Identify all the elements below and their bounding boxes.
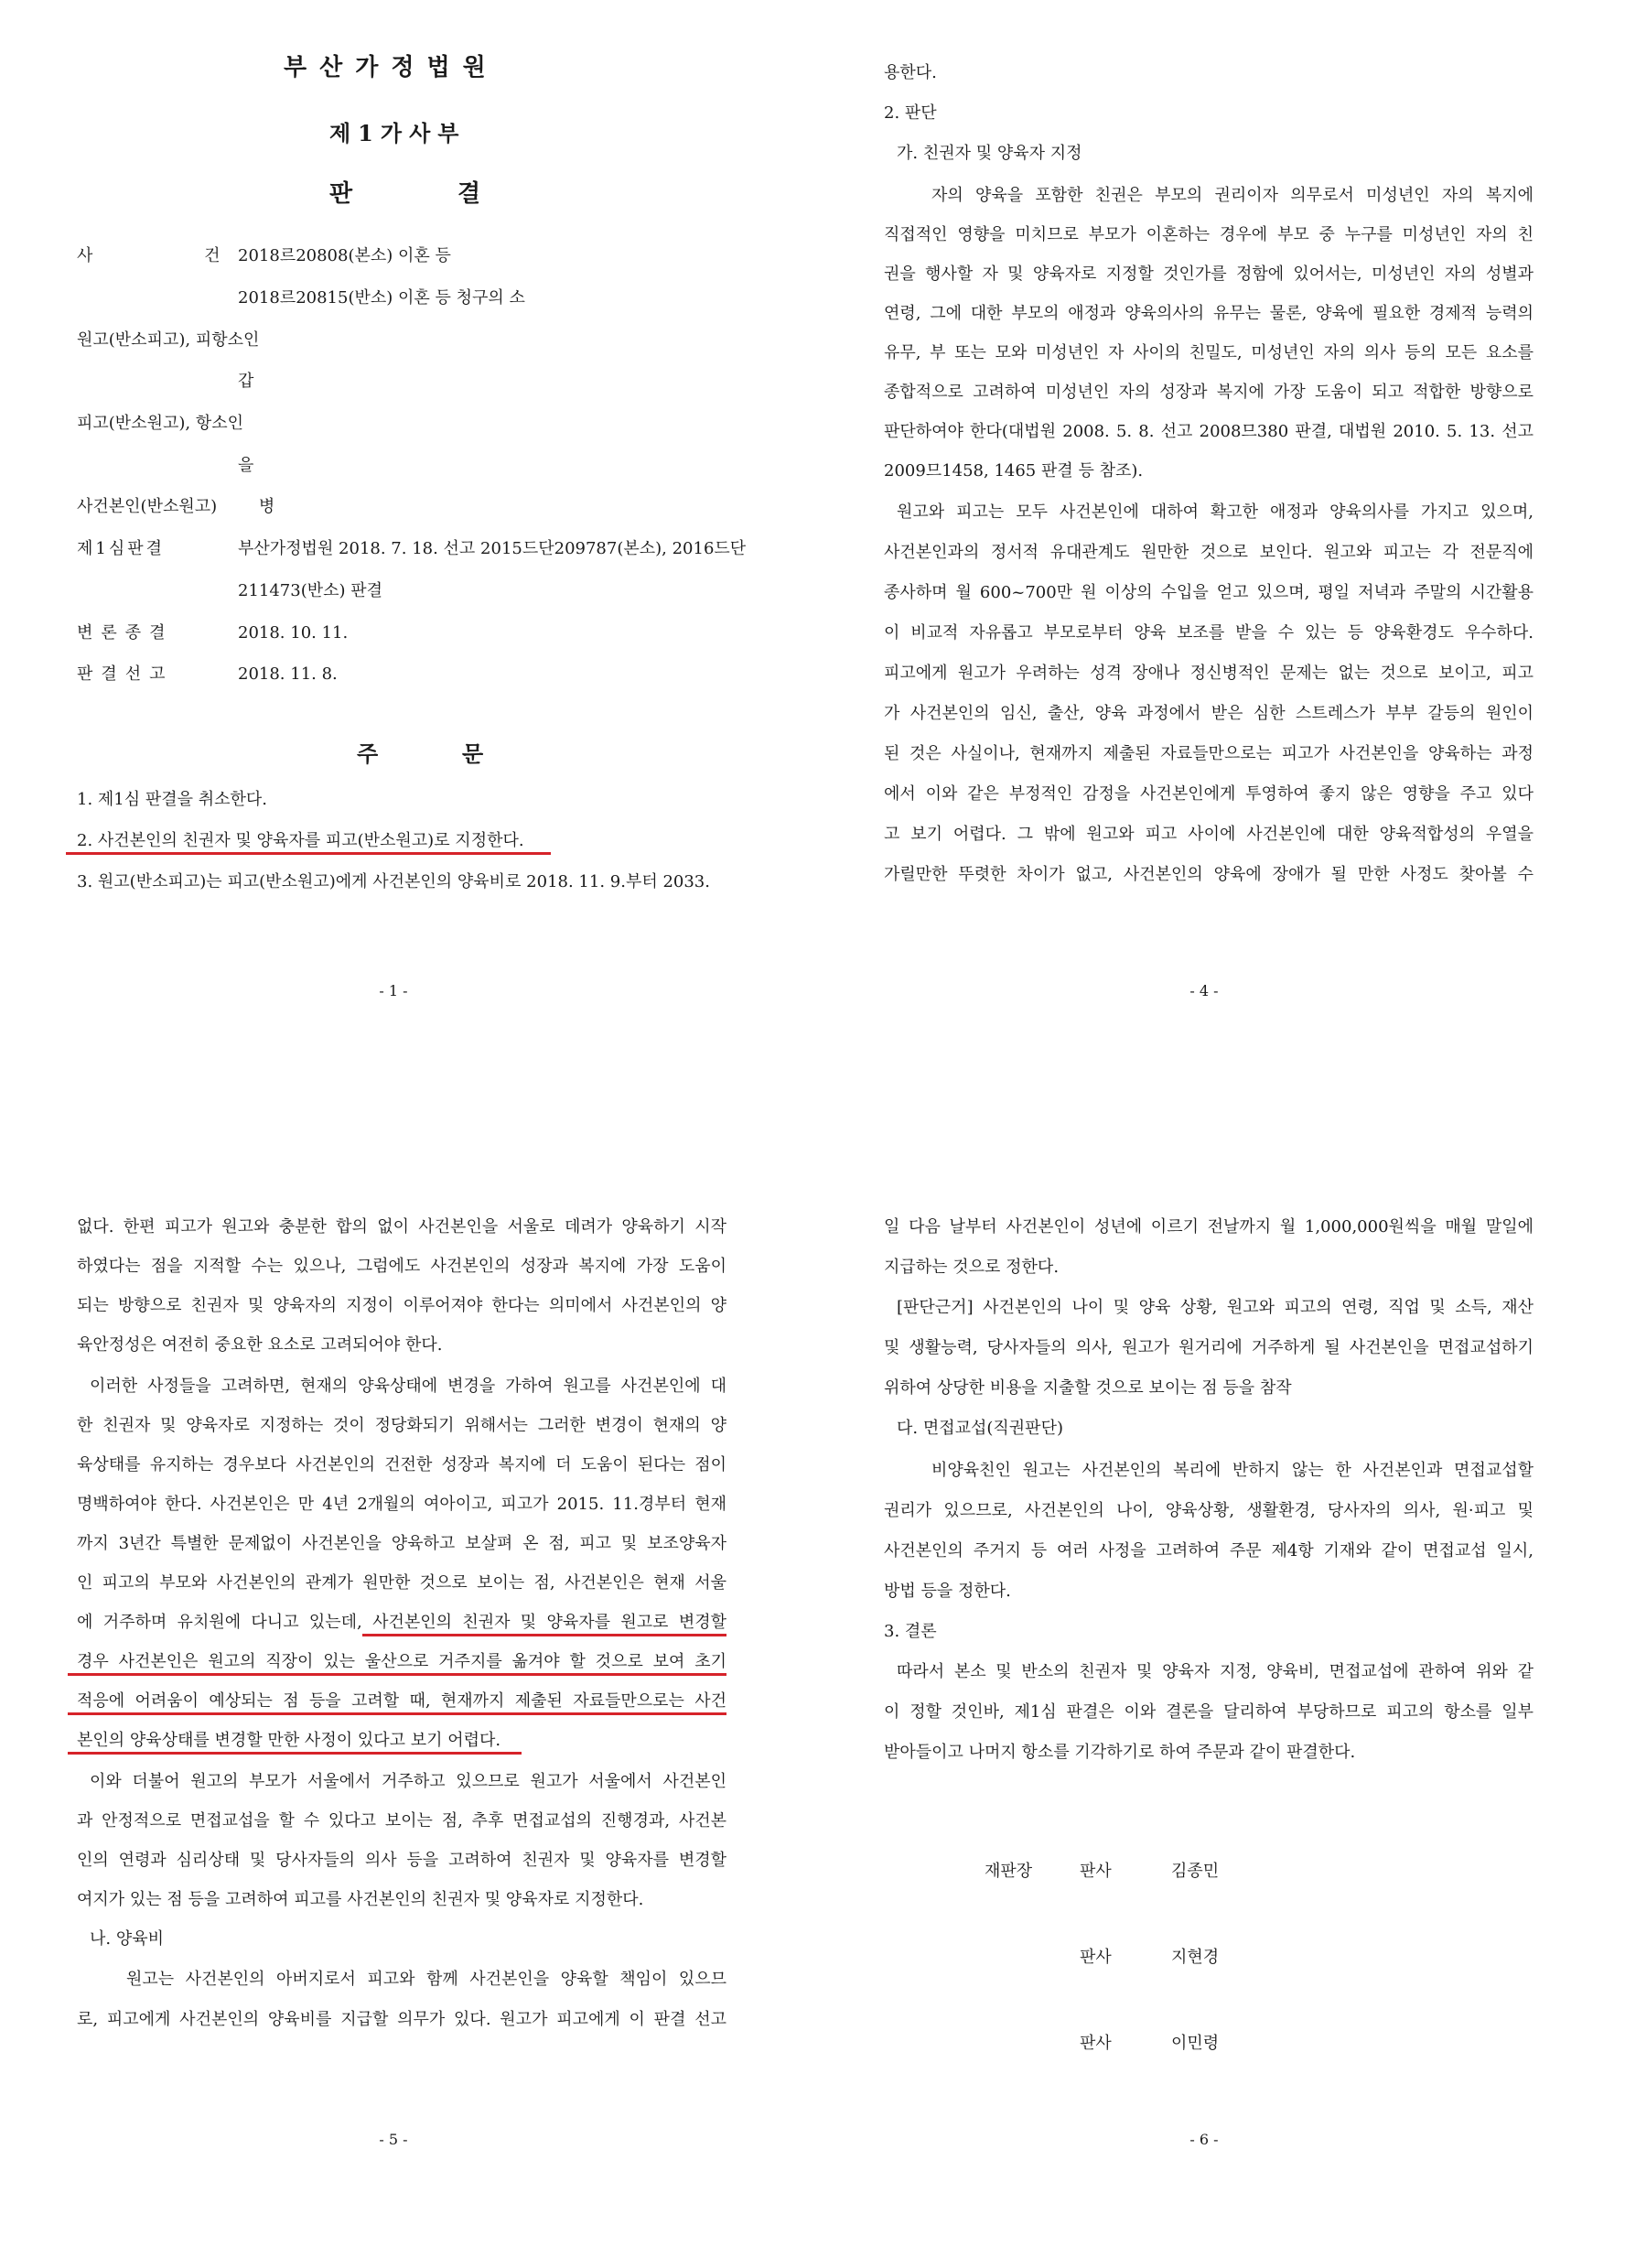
division-name: 제1가사부 xyxy=(329,120,467,146)
judge-name-3: 이민령 xyxy=(1171,2034,1220,2053)
text-line: 판단하여야 한다(대법원 2008. 5. 8. 선고 2008므380 판결, 대법원 2010. 5. 13. 선고 xyxy=(884,422,1534,441)
judge-name-1: 김종민 xyxy=(1171,1862,1220,1881)
page-1 xyxy=(0,0,812,1134)
text-line: 가릴만한 뚜렷한 차이가 없고, 사건본인의 양육에 장애가 될 만한 사정도 찾아볼 수 xyxy=(884,865,1534,884)
text-line: 이 정할 것인바, 제1심 판결은 이와 결론을 달리하여 부당하므로 피고의 항소를 일부 xyxy=(884,1702,1534,1722)
text-line: 위하여 상당한 비용을 지출할 것으로 보이는 점 등을 참작 xyxy=(884,1378,1292,1398)
page-number: - 1 - xyxy=(379,982,408,999)
first-instance-line-1: 부산가정법원 2018. 7. 18. 선고 2015드단209787(본소), 2016드단 xyxy=(238,539,747,558)
order-title-left: 주 xyxy=(357,740,379,767)
closing-label: 변론종결 xyxy=(77,623,174,643)
judgment-title-right: 결 xyxy=(457,180,481,208)
page-4 xyxy=(812,0,1625,1134)
ruling-date: 2018. 11. 8. xyxy=(238,664,338,684)
text-line: 및 생활능력, 당사자들의 의사, 원고가 원거리에 거주하게 될 사건본인을 면접교섭하기 xyxy=(884,1338,1534,1357)
text-line: 된 것은 사실이나, 현재까지 제출된 자료들만으로는 피고가 사건본인을 양육하는 과정 xyxy=(884,744,1534,763)
text-line: 고 보기 어렵다. 그 밖에 원고와 피고 사이에 사건본인에 대한 양육적합성의 우열을 xyxy=(884,825,1534,844)
subsection-heading: 나. 양육비 xyxy=(90,1929,164,1949)
defendant-label: 피고(반소원고), 항소인 xyxy=(77,414,243,433)
text-line: 가 사건본인의 임신, 출산, 양육 과정에서 받은 심한 스트레스가 부부 갈등의 원인이 xyxy=(884,704,1534,723)
text-line: 여지가 있는 점 등을 고려하여 피고를 사건본인의 친권자 및 양육자로 지정한다. xyxy=(77,1890,644,1909)
case-line-2: 2018르20815(반소) 이혼 등 청구의 소 xyxy=(238,288,525,308)
section-heading: 3. 결론 xyxy=(884,1622,937,1641)
judge-name-2: 지현경 xyxy=(1171,1948,1220,1967)
plaintiff-label: 원고(반소피고), 피항소인 xyxy=(77,330,260,350)
text-line: 피고에게 원고가 우려하는 성격 장애나 정신병적인 문제는 없는 것으로 보이고, 피고 xyxy=(884,664,1534,683)
text-line: 하였다는 점을 지적할 수는 있으나, 그럼에도 사건본인의 성장과 복지에 가장 도움이 xyxy=(77,1257,726,1276)
text-line: 경우 사건본인은 원고의 직장이 있는 울산으로 거주지를 옮겨야 할 것으로 보여 초기 xyxy=(77,1652,726,1671)
text-line: 종사하며 월 600~700만 원 이상의 수입을 얻고 있으며, 평일 저녁과 주말의 시간활용 xyxy=(884,583,1534,602)
order-title-right: 문 xyxy=(462,740,484,767)
defendant-name: 을 xyxy=(238,456,254,475)
text-line: 로, 피고에게 사건본인의 양육비를 지급할 의무가 있다. 원고가 피고에게 이 판결 선고 xyxy=(77,2010,726,2029)
judgment-title-left: 판 xyxy=(329,180,353,208)
case-line-1: 2018르20808(본소) 이혼 등 xyxy=(238,246,451,265)
first-instance-label: 제1심판결 xyxy=(77,539,166,558)
text-line: 한 친권자 및 양육자로 지정하는 것이 정당화되기 위해서는 그러한 변경이 현재의 양 xyxy=(77,1416,726,1435)
text-line: 까지 3년간 특별한 문제없이 사건본인을 양육하고 보살펴 온 점, 피고 및 보조양육자 xyxy=(77,1534,726,1553)
case-label: 사 건 xyxy=(77,246,274,265)
text-line: 되는 방향으로 친권자 및 양육자의 지정이 이루어져야 한다는 의미에서 사건본인의 양 xyxy=(77,1296,726,1315)
subsection-heading: 가. 친권자 및 양육자 지정 xyxy=(897,144,1082,163)
text-line: 권리가 있으므로, 사건본인의 나이, 양육상황, 생활환경, 당사자의 의사, 원·피고 및 xyxy=(884,1501,1534,1520)
text-line: 방법 등을 정한다. xyxy=(884,1582,1011,1601)
text-line: [판단근거] 사건본인의 나이 및 양육 상황, 원고와 피고의 연령, 직업 및 소득, 재산 xyxy=(897,1298,1534,1317)
page-number: - 4 - xyxy=(1189,982,1219,999)
subsection-heading: 다. 면접교섭(직권판단) xyxy=(897,1419,1063,1438)
text-line: 과 안정적으로 면접교섭을 할 수 있다고 보이는 점, 추후 면접교섭의 진행경과, 사건본 xyxy=(77,1811,726,1831)
page-number: - 6 - xyxy=(1189,2131,1219,2148)
highlight-underline xyxy=(68,1673,726,1676)
page-6 xyxy=(812,1134,1625,2268)
highlight-underline xyxy=(68,1712,726,1715)
text-line: 원고와 피고는 모두 사건본인에 대하여 확고한 애정과 양육의사를 가지고 있으며, xyxy=(897,502,1534,522)
ruling-label: 판결선고 xyxy=(77,664,174,684)
text-line: 일 다음 날부터 사건본인이 성년에 이르기 전날까지 월 1,000,000원씩을 매월 말일에 xyxy=(884,1217,1534,1237)
text-line: 본인의 양육상태를 변경할 만한 사정이 있다고 보기 어렵다. xyxy=(77,1731,501,1750)
closing-date: 2018. 10. 11. xyxy=(238,623,349,643)
text-line: 이와 더불어 원고의 부모가 서울에서 거주하고 있으므로 원고가 서울에서 사건본인 xyxy=(90,1772,726,1791)
text-line: 용한다. xyxy=(884,63,937,82)
text-line: 명백하여야 한다. 사건본인은 만 4년 2개월의 여아이고, 피고가 2015. 11.경부터 현재 xyxy=(77,1495,726,1514)
text-line: 없다. 한편 피고가 원고와 충분한 합의 없이 사건본인을 서울로 데려가 양육하기 시작 xyxy=(77,1217,726,1237)
order-item-3: 3. 원고(반소피고)는 피고(반소원고)에게 사건본인의 양육비로 2018. 11. 9.부터 2033. xyxy=(77,872,710,891)
text-line: 종합적으로 고려하여 미성년인 자의 성장과 복지에 가장 도움이 되고 적합한 방향으로 xyxy=(884,383,1534,402)
order-item-2: 2. 사건본인의 친권자 및 양육자를 피고(반소원고)로 지정한다. xyxy=(77,831,524,850)
text-line: 유무, 부 또는 모와 미성년인 자 사이의 친밀도, 미성년인 자의 의사 등의 모든 요소를 xyxy=(884,343,1534,362)
text-line: 2009므1458, 1465 판결 등 참조). xyxy=(884,461,1144,481)
plaintiff-name: 갑 xyxy=(238,372,254,391)
first-instance-line-2: 211473(반소) 판결 xyxy=(238,581,383,600)
text-line: 인 피고의 부모와 사건본인의 관계가 원만한 것으로 보이는 점, 사건본인은 현재 서울 xyxy=(77,1573,726,1593)
page-number: - 5 - xyxy=(379,2131,408,2148)
highlight-underline xyxy=(362,1634,726,1636)
text-line: 적응에 어려움이 예상되는 점 등을 고려할 때, 현재까지 제출된 자료들만으로는 사건 xyxy=(77,1691,726,1711)
text-line: 자의 양육을 포함한 친권은 부모의 권리이자 의무로서 미성년인 자의 복지에 xyxy=(931,186,1534,205)
judge-title-3: 판사 xyxy=(1080,2034,1112,2053)
text-line: 에서 이와 같은 부정적인 감정을 사건본인에게 투영하여 좋지 않은 영향을 주고 있다 xyxy=(884,784,1534,804)
text-line: 이 비교적 자유롭고 부모로부터 양육 보조를 받을 수 있는 등 양육환경도 우수하다. xyxy=(884,623,1534,643)
text-line: 사건본인의 주거지 등 여러 사정을 고려하여 주문 제4항 기재와 같이 면접교섭 일시, xyxy=(884,1541,1534,1561)
text-line: 지급하는 것으로 정한다. xyxy=(884,1258,1060,1277)
order-item-1: 1. 제1심 판결을 취소한다. xyxy=(77,790,268,809)
text-line: 이러한 사정들을 고려하면, 현재의 양육상태에 변경을 가하여 원고를 사건본인에 대 xyxy=(90,1377,726,1396)
judge-title-1: 판사 xyxy=(1080,1862,1112,1881)
text-line: 인의 연령과 심리상태 및 당사자들의 의사 등을 고려하여 친권자 및 양육자를 변경할 xyxy=(77,1851,726,1870)
highlight-underline xyxy=(68,1752,522,1755)
text-line: 권을 행사할 자 및 양육자로 지정할 것인가를 정함에 있어서는, 미성년인 자의 성별과 xyxy=(884,265,1534,284)
court-name: 부산가정법원 xyxy=(284,54,499,81)
text-line: 사건본인과의 정서적 유대관계도 원만한 것으로 보인다. 원고와 피고는 각 전문직에 xyxy=(884,543,1534,562)
text-line: 직접적인 영향을 미치므로 부모가 이혼하는 경우에 부모 중 누구를 미성년인 자의 친 xyxy=(884,225,1534,244)
section-heading: 2. 판단 xyxy=(884,103,937,123)
text-line: 따라서 본소 및 반소의 친권자 및 양육자 지정, 양육비, 면접교섭에 관하여 위와 같 xyxy=(897,1662,1534,1681)
text-line: 받아들이고 나머지 항소를 기각하기로 하여 주문과 같이 판결한다. xyxy=(884,1743,1356,1762)
judge-title-2: 판사 xyxy=(1080,1948,1112,1967)
page-5 xyxy=(0,1134,812,2268)
text-line: 육상태를 유지하는 경우보다 사건본인의 건전한 성장과 복지에 더 도움이 된다는 점이 xyxy=(77,1455,726,1474)
text-line: 연령, 그에 대한 부모의 애정과 양육의사의 유무는 물론, 양육에 필요한 경제적 능력의 xyxy=(884,304,1534,323)
text-line: 비양육친인 원고는 사건본인의 복리에 반하지 않는 한 사건본인과 면접교섭할 xyxy=(931,1461,1534,1480)
principal-label: 사건본인(반소원고) 병 xyxy=(77,497,275,516)
text-line: 육안정성은 여전히 중요한 요소로 고려되어야 한다. xyxy=(77,1335,443,1355)
presiding-judge-title: 재판장 xyxy=(985,1862,1033,1881)
text-line: 에 거주하며 유치원에 다니고 있는데, 사건본인의 친권자 및 양육자를 원고로 변경할 xyxy=(77,1613,726,1632)
order-item-2-underline xyxy=(66,852,551,855)
text-line: 원고는 사건본인의 아버지로서 피고와 함께 사건본인을 양육할 책임이 있으므 xyxy=(126,1970,726,1989)
